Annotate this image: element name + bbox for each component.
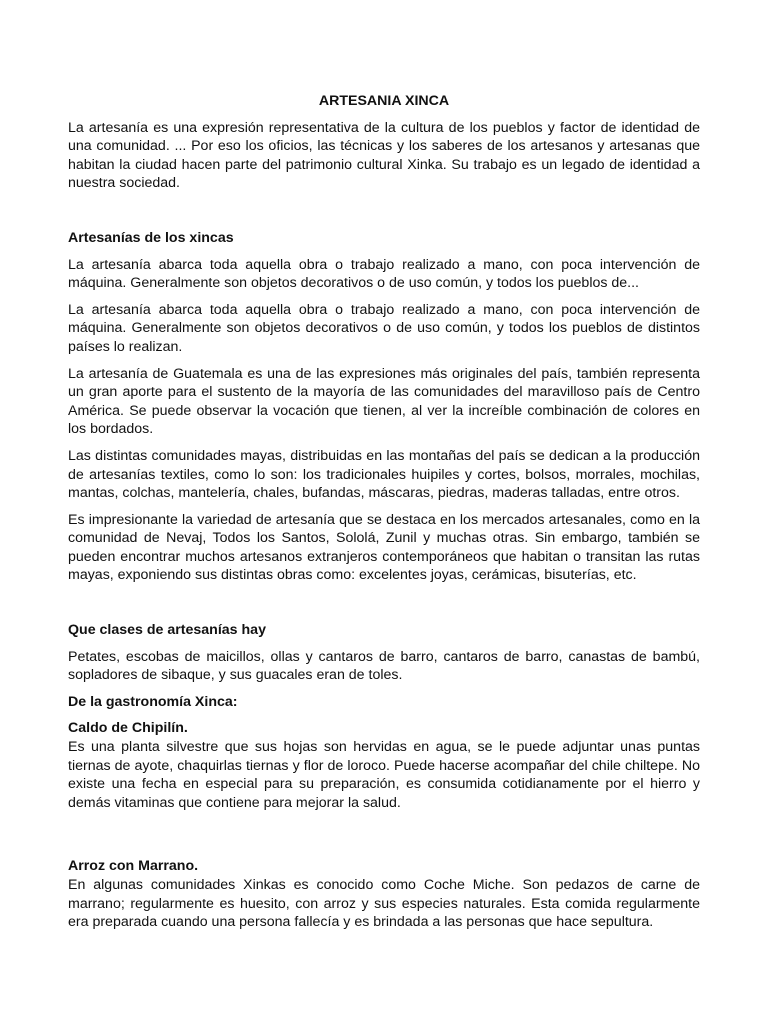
paragraph: Las distintas comunidades mayas, distribuidas en las montañas del país se dedican a la producción de artesanías textiles, como lo son: los tradicionales huipiles y cortes, bolsos, morrales, mochilas, mantas, colchas, mantelería, chales, bufandas, máscaras, piedras, maderas talladas, entre otros. <box>68 447 700 502</box>
paragraph: Es impresionante la variedad de artesanía que se destaca en los mercados artesanales, como en la comunidad de Nevaj, Todos los Santos, Sololá, Zunil y muchas otras. Sin embargo, también se pueden encontrar muchos artesanos extranjeros contemporáneos que habitan o transitan las rutas mayas, exponiendo sus distintas obras como: excelentes joyas, cerámicas, bisuterías, etc. <box>68 511 700 584</box>
paragraph: La artesanía de Guatemala es una de las expresiones más originales del país, también representa un gran aporte para el sustento de la mayoría de las comunidades del maravilloso país de Centro América. Se puede observar la vocación que tienen, al ver la increíble combinación de colores en los bordados. <box>68 365 700 438</box>
intro-paragraph: La artesanía es una expresión representativa de la cultura de los pueblos y factor de identidad de una comunidad. ... Por eso los oficios, las técnicas y los saberes de los artesanos y artesanas que habitan la ciudad hacen parte del patrimonio cultural Xinka. Su trabajo es un legado de identidad a nuestra sociedad. <box>68 119 700 192</box>
paragraph: La artesanía abarca toda aquella obra o trabajo realizado a mano, con poca intervención de máquina. Generalmente son objetos decorativos o de uso común, y todos los pueblos de distintos países lo realizan. <box>68 301 700 355</box>
spacer <box>68 593 700 621</box>
dish-description-arroz: En algunas comunidades Xinkas es conocido como Coche Miche. Son pedazos de carne de marrano; regularmente es huesito, con arroz y sus especies naturales. Esta comida regularmente era preparada cuando una persona fallecía y es brindada a las personas que hace sepultura. <box>68 877 700 931</box>
dish-name-arroz: Arroz con Marrano. <box>68 858 199 875</box>
document-title: ARTESANIA XINCA <box>318 93 450 109</box>
section-heading-clases: Que clases de artesanías hay <box>68 622 266 639</box>
section-heading-gastronomia: De la gastronomía Xinca: <box>68 693 238 710</box>
paragraph: Petates, escobas de maicillos, ollas y cantaros de barro, cantaros de barro, canastas de bambú, sopladores de sibaque, y sus guacales eran de toles. <box>68 648 700 684</box>
document-body <box>68 92 700 940</box>
section-heading-artesanias: Artesanías de los xincas <box>68 229 234 246</box>
paragraph: La artesanía abarca toda aquella obra o trabajo realizado a mano, con poca intervención de máquina. Generalmente son objetos decorativos o de uso común, y todos los pueblos de... <box>68 256 700 292</box>
spacer <box>68 201 700 229</box>
dish-name-caldo: Caldo de Chipilín. <box>68 720 188 737</box>
spacer <box>68 820 700 857</box>
dish-description-caldo: Es una planta silvestre que sus hojas son hervidas en agua, se le puede adjuntar unas puntas tiernas de ayote, chaquirlas tiernas y flor de loroco. Puede hacerse acompañar del chile chiltepe. No existe una fecha en especial para su preparación, es consumida cotidianamente por el hierro y demás vitaminas que contiene para mejorar la salud. <box>68 739 700 811</box>
